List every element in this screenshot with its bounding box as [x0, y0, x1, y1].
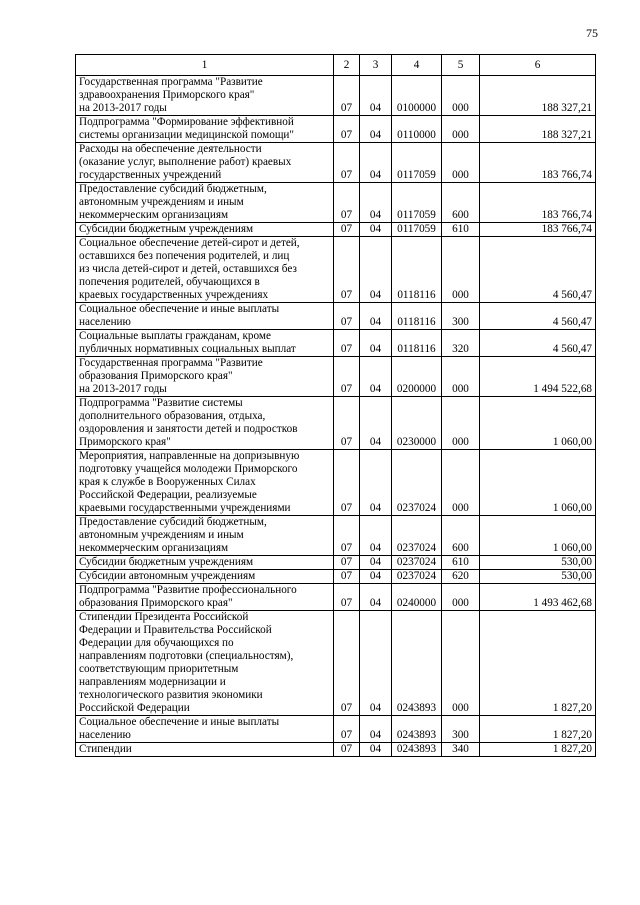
subsection-code-cell: 04	[360, 237, 392, 303]
target-article-cell: 0230000	[392, 397, 442, 450]
subsection-code-cell: 04	[360, 183, 392, 223]
subsection-code-cell: 04	[360, 516, 392, 556]
expense-type-cell: 620	[442, 570, 480, 584]
amount-cell: 4 560,47	[480, 330, 596, 357]
target-article-cell: 0118116	[392, 303, 442, 330]
target-article-cell: 0100000	[392, 76, 442, 116]
table-row	[76, 516, 596, 556]
table-row	[76, 223, 596, 237]
amount-cell: 4 560,47	[480, 303, 596, 330]
section-code-cell: 07	[334, 397, 360, 450]
header-row	[76, 55, 596, 76]
section-code-cell: 07	[334, 116, 360, 143]
expense-type-cell: 600	[442, 183, 480, 223]
row-name-cell: Социальное обеспечение и иные выплаты населению	[76, 716, 334, 743]
expense-type-cell: 600	[442, 516, 480, 556]
expense-type-cell: 000	[442, 116, 480, 143]
table-row	[76, 570, 596, 584]
section-code-cell: 07	[334, 516, 360, 556]
table-row	[76, 716, 596, 743]
table-row	[76, 556, 596, 570]
table-row	[76, 237, 596, 303]
subsection-code-cell: 04	[360, 570, 392, 584]
row-name-cell: Социальные выплаты гражданам, кроме публичных нормативных социальных выплат	[76, 330, 334, 357]
row-name-cell: Государственная программа "Развитие здравоохранения Приморского края" на 2013-2017 годы	[76, 76, 334, 116]
amount-cell: 1 827,20	[480, 611, 596, 716]
target-article-cell: 0243893	[392, 716, 442, 743]
row-name-cell: Расходы на обеспечение деятельности (оказание услуг, выполнение работ) краевых государственных учреждений	[76, 143, 334, 183]
section-code-cell: 07	[334, 76, 360, 116]
amount-cell: 1 060,00	[480, 397, 596, 450]
amount-cell: 1 060,00	[480, 516, 596, 556]
budget-table	[75, 54, 596, 757]
row-name-cell: Субсидии бюджетным учреждениям	[76, 556, 334, 570]
section-code-cell: 07	[334, 330, 360, 357]
expense-type-cell: 000	[442, 237, 480, 303]
expense-type-cell: 000	[442, 450, 480, 516]
row-name-cell: Субсидии бюджетным учреждениям	[76, 223, 334, 237]
row-name-cell: Подпрограмма "Развитие системы дополнительного образования, отдыха, оздоровления и занятости детей и подростков Приморского края"	[76, 397, 334, 450]
section-code-cell: 07	[334, 357, 360, 397]
section-code-cell: 07	[334, 556, 360, 570]
subsection-code-cell: 04	[360, 450, 392, 516]
row-name-cell: Субсидии автономным учреждениям	[76, 570, 334, 584]
table-row	[76, 357, 596, 397]
table-row	[76, 743, 596, 757]
row-name-cell: Предоставление субсидий бюджетным, автономным учреждениям и иным некоммерческим организациям	[76, 516, 334, 556]
target-article-cell: 0110000	[392, 116, 442, 143]
section-code-cell: 07	[334, 743, 360, 757]
subsection-code-cell: 04	[360, 584, 392, 611]
subsection-code-cell: 04	[360, 397, 392, 450]
subsection-code-cell: 04	[360, 743, 392, 757]
target-article-cell: 0117059	[392, 143, 442, 183]
table-row	[76, 397, 596, 450]
amount-cell: 188 327,21	[480, 116, 596, 143]
section-code-cell: 07	[334, 584, 360, 611]
amount-cell: 4 560,47	[480, 237, 596, 303]
expense-type-cell: 300	[442, 303, 480, 330]
target-article-cell: 0118116	[392, 330, 442, 357]
section-code-cell: 07	[334, 716, 360, 743]
section-code-cell: 07	[334, 303, 360, 330]
amount-cell: 530,00	[480, 556, 596, 570]
column-header-4: 4	[392, 55, 442, 76]
expense-type-cell: 320	[442, 330, 480, 357]
table-row	[76, 303, 596, 330]
subsection-code-cell: 04	[360, 611, 392, 716]
target-article-cell: 0243893	[392, 611, 442, 716]
column-header-3: 3	[360, 55, 392, 76]
expense-type-cell: 610	[442, 556, 480, 570]
amount-cell: 1 060,00	[480, 450, 596, 516]
row-name-cell: Подпрограмма "Формирование эффективной системы организации медицинской помощи"	[76, 116, 334, 143]
table-row	[76, 143, 596, 183]
table-row	[76, 330, 596, 357]
row-name-cell: Государственная программа "Развитие образования Приморского края" на 2013-2017 годы	[76, 357, 334, 397]
row-name-cell: Мероприятия, направленные на допризывную подготовку учащейся молодежи Приморского края к службе в Вооруженных Силах Российской Федерации, реализуемые краевыми государственными учреждениями	[76, 450, 334, 516]
expense-type-cell: 000	[442, 584, 480, 611]
amount-cell: 183 766,74	[480, 143, 596, 183]
target-article-cell: 0117059	[392, 223, 442, 237]
section-code-cell: 07	[334, 611, 360, 716]
table-row	[76, 450, 596, 516]
table-body	[76, 76, 596, 757]
subsection-code-cell: 04	[360, 116, 392, 143]
expense-type-cell: 000	[442, 611, 480, 716]
expense-type-cell: 000	[442, 357, 480, 397]
table-row	[76, 584, 596, 611]
row-name-cell: Социальное обеспечение детей-сирот и детей, оставшихся без попечения родителей, и лиц из числа детей-сирот и детей, оставшихся без попечения родителей, обучающихся в краевых государственных учреждениях	[76, 237, 334, 303]
amount-cell: 183 766,74	[480, 183, 596, 223]
amount-cell: 1 494 522,68	[480, 357, 596, 397]
subsection-code-cell: 04	[360, 330, 392, 357]
table-row	[76, 76, 596, 116]
target-article-cell: 0243893	[392, 743, 442, 757]
target-article-cell: 0240000	[392, 584, 442, 611]
expense-type-cell: 000	[442, 397, 480, 450]
subsection-code-cell: 04	[360, 716, 392, 743]
amount-cell: 1 493 462,68	[480, 584, 596, 611]
expense-type-cell: 000	[442, 143, 480, 183]
row-name-cell: Подпрограмма "Развитие профессионального образования Приморского края"	[76, 584, 334, 611]
target-article-cell: 0200000	[392, 357, 442, 397]
target-article-cell: 0117059	[392, 183, 442, 223]
target-article-cell: 0118116	[392, 237, 442, 303]
amount-cell: 1 827,20	[480, 743, 596, 757]
target-article-cell: 0237024	[392, 570, 442, 584]
column-header-1: 1	[76, 55, 334, 76]
amount-cell: 183 766,74	[480, 223, 596, 237]
expense-type-cell: 000	[442, 76, 480, 116]
page-number: 75	[586, 26, 598, 40]
row-name-cell: Социальное обеспечение и иные выплаты населению	[76, 303, 334, 330]
row-name-cell: Стипендии Президента Российской Федерации и Правительства Российской Федерации для обучающихся по направлениям подготовки (специальностям), соответствующим приоритетным направлениям модернизации и технологического развития экономики Российской Федерации	[76, 611, 334, 716]
section-code-cell: 07	[334, 143, 360, 183]
amount-cell: 530,00	[480, 570, 596, 584]
section-code-cell: 07	[334, 223, 360, 237]
row-name-cell: Стипендии	[76, 743, 334, 757]
section-code-cell: 07	[334, 183, 360, 223]
amount-cell: 188 327,21	[480, 76, 596, 116]
subsection-code-cell: 04	[360, 143, 392, 183]
section-code-cell: 07	[334, 237, 360, 303]
subsection-code-cell: 04	[360, 357, 392, 397]
expense-type-cell: 340	[442, 743, 480, 757]
target-article-cell: 0237024	[392, 516, 442, 556]
column-header-6: 6	[480, 55, 596, 76]
amount-cell: 1 827,20	[480, 716, 596, 743]
expense-type-cell: 610	[442, 223, 480, 237]
subsection-code-cell: 04	[360, 76, 392, 116]
column-header-2: 2	[334, 55, 360, 76]
table-row	[76, 116, 596, 143]
section-code-cell: 07	[334, 570, 360, 584]
subsection-code-cell: 04	[360, 556, 392, 570]
target-article-cell: 0237024	[392, 450, 442, 516]
column-header-5: 5	[442, 55, 480, 76]
subsection-code-cell: 04	[360, 223, 392, 237]
subsection-code-cell: 04	[360, 303, 392, 330]
target-article-cell: 0237024	[392, 556, 442, 570]
row-name-cell: Предоставление субсидий бюджетным, автономным учреждениям и иным некоммерческим организациям	[76, 183, 334, 223]
table-row	[76, 183, 596, 223]
expense-type-cell: 300	[442, 716, 480, 743]
section-code-cell: 07	[334, 450, 360, 516]
table-row	[76, 611, 596, 716]
